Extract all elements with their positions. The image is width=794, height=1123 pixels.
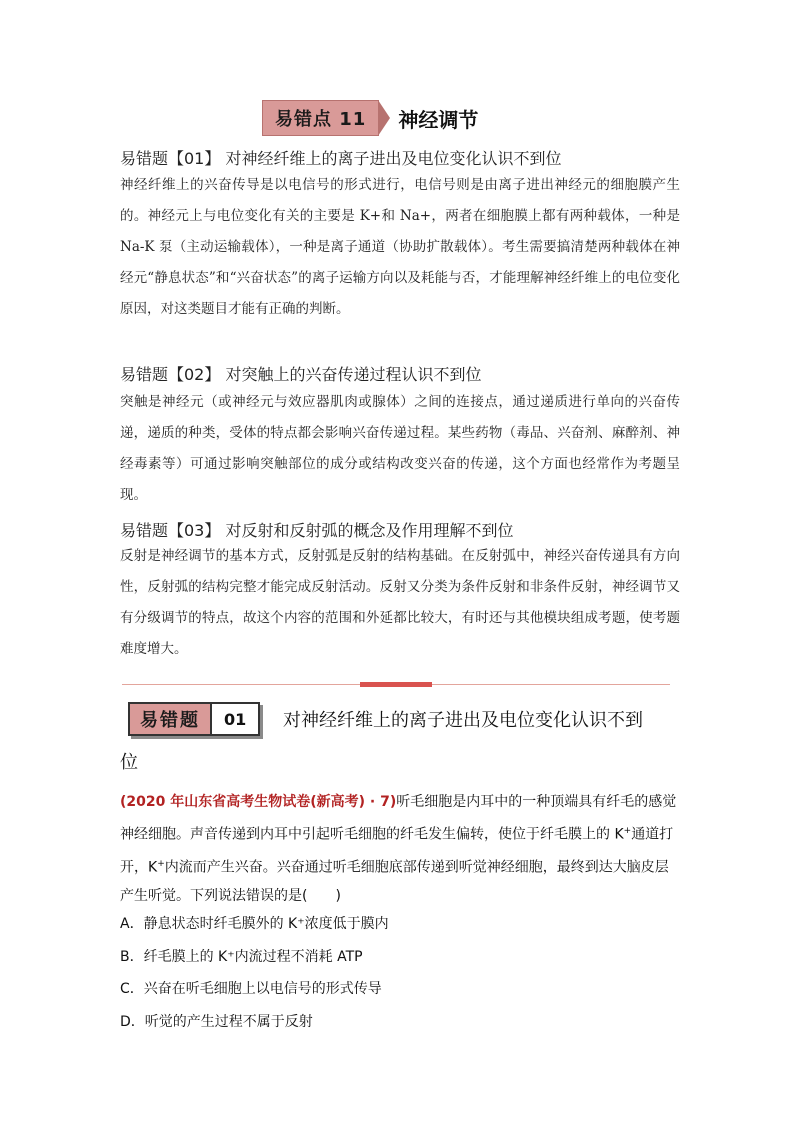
option-a[interactable]: A．静息状态时纤毛膜外的 K⁺浓度低于膜内 xyxy=(120,916,389,932)
option-d[interactable]: D．听觉的产生过程不属于反射 xyxy=(120,1014,313,1030)
question-title-continued: 位 xyxy=(120,752,138,773)
section-heading-02: 易错题【02】 对突触上的兴奋传递过程认识不到位 xyxy=(120,365,482,384)
question-badge xyxy=(128,702,260,736)
superscript-plus: + xyxy=(157,858,165,869)
question-stem xyxy=(120,788,680,911)
question-stem-part3: 内流而产生兴奋。兴奋通过听毛细胞底部传递到听觉神经细胞，最终到达大脑皮层产生听觉。下列说法错误的是( ) xyxy=(120,859,669,905)
section-body-01: 神经纤维上的兴奋传导是以电信号的形式进行，电信号则是由离子进出神经元的细胞膜产生的。神经元上与电位变化有关的主要是 K+和 Na+，两者在细胞膜上都有两种载体，一种是 Na-K 泵（主动运输载体），一种是离子通道（协助扩散载体）。考生需要搞清楚两种载体在神经元“静息状态”和“兴奋状态”的离子运输方向以及耗能与否，才能理解神经纤维上的电位变化原因，对这类题目才能有正确的判断。 xyxy=(120,177,680,317)
question-title: 对神经纤维上的离子进出及电位变化认识不到 xyxy=(283,710,643,731)
banner-arrow-icon xyxy=(378,100,390,136)
superscript-plus: + xyxy=(623,826,632,836)
section-banner xyxy=(262,100,478,136)
question-stem-part1: 听毛细胞是内耳中的一种顶端具有纤毛的感觉神经细胞。声音传递到内耳中引起听毛细胞的纤毛发生偏转，使位于纤毛膜上的 K xyxy=(120,794,677,843)
section-heading-03: 易错题【03】 对反射和反射弧的概念及作用理解不到位 xyxy=(120,521,514,540)
question-badge-label: 易错题 xyxy=(130,704,210,734)
option-c[interactable]: C．兴奋在听毛细胞上以电信号的形式传导 xyxy=(120,981,382,997)
question-badge-number: 01 xyxy=(210,704,258,734)
banner-label: 易错点 11 xyxy=(262,100,379,136)
divider-accent xyxy=(360,682,432,687)
question-stem-part2: 通道打开，K xyxy=(120,826,674,876)
question-source: (2020 年山东省高考生物试卷(新高考) · 7) xyxy=(120,794,397,810)
section-body-03: 反射是神经调节的基本方式，反射弧是反射的结构基础。在反射弧中，神经兴奋传递具有方向性，反射弧的结构完整才能完成反射活动。反射又分类为条件反射和非条件反射，神经调节又有分级调节的特点，故这个内容的范围和外延都比较大，有时还与其他模块组成考题，使考题难度增大。 xyxy=(120,548,680,657)
option-b[interactable]: B．纤毛膜上的 K⁺内流过程不消耗 ATP xyxy=(120,949,363,965)
section-body-02: 突触是神经元（或神经元与效应器肌肉或腺体）之间的连接点，通过递质进行单向的兴奋传递，递质的种类，受体的特点都会影响兴奋传递过程。某些药物（毒品、兴奋剂、麻醉剂、神经毒素等）可通过影响突触部位的成分或结构改变兴奋的传递，这个方面也经常作为考题呈现。 xyxy=(120,394,680,503)
banner-title: 神经调节 xyxy=(398,107,479,132)
section-heading-01: 易错题【01】 对神经纤维上的离子进出及电位变化认识不到位 xyxy=(120,149,562,168)
